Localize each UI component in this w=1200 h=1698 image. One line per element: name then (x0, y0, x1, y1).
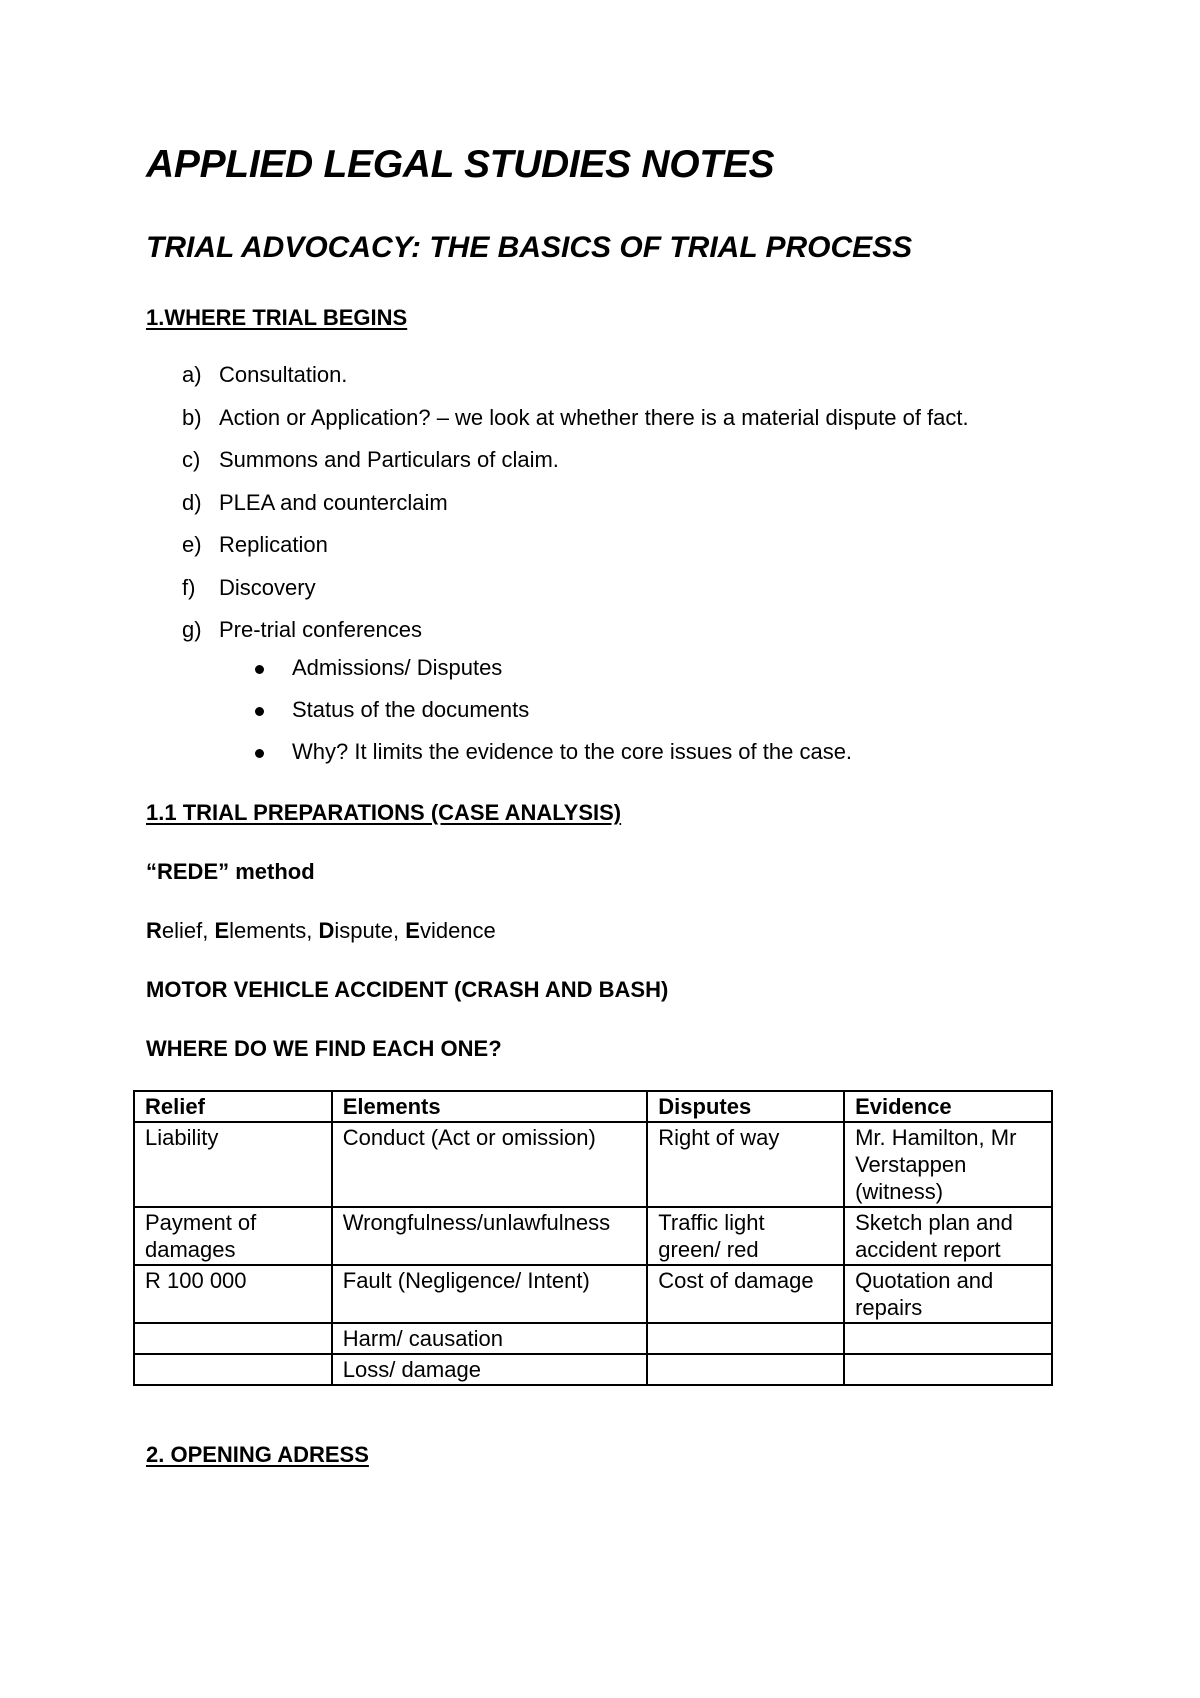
table-cell: Mr. Hamilton, Mr Verstappen (witness) (844, 1122, 1052, 1207)
table-cell (844, 1323, 1052, 1354)
example-question: WHERE DO WE FIND EACH ONE? (146, 1036, 502, 1061)
column-header-elements: Elements (332, 1091, 648, 1122)
rede-expansion (146, 918, 496, 944)
list-item-text: Consultation. (219, 362, 348, 387)
bullet-dot-icon (255, 707, 264, 716)
list-item-text: Action or Application? – we look at whether there is a material dispute of fact. (219, 404, 969, 430)
table-cell: Traffic light green/ red (647, 1207, 844, 1265)
example-title: MOTOR VEHICLE ACCIDENT (CRASH AND BASH) (146, 977, 669, 1002)
list-item-text: Discovery (219, 574, 316, 600)
table-cell (134, 1354, 332, 1385)
bullet-text: Status of the documents (292, 697, 530, 722)
column-header-evidence: Evidence (844, 1091, 1052, 1122)
table-cell (647, 1354, 844, 1385)
table-cell: Wrongfulness/unlawfulness (332, 1207, 648, 1265)
table-row (134, 1265, 1052, 1323)
rede-letter: R (146, 918, 162, 943)
rede-letter: E (405, 918, 420, 943)
table-cell: Fault (Negligence/ Intent) (332, 1265, 648, 1323)
rede-table (133, 1090, 1053, 1386)
rede-method-label: “REDE” method (146, 859, 315, 884)
table-cell: Sketch plan and accident report (844, 1207, 1052, 1265)
bullet-text: Why? It limits the evidence to the core issues of the case. (292, 739, 853, 764)
list-item-text: Pre-trial conferences (219, 617, 422, 642)
bullet-dot-icon (255, 665, 264, 674)
list-item-text: Replication (219, 532, 328, 557)
list-marker: c) (182, 447, 201, 472)
list-marker: e) (182, 532, 202, 557)
table-cell: R 100 000 (134, 1265, 332, 1323)
list-marker: f) (182, 574, 196, 600)
list-item-text: PLEA and counterclaim (219, 489, 448, 515)
table-cell: Liability (134, 1122, 332, 1207)
list-marker: b) (182, 404, 202, 430)
section-heading-opening-address: 2. OPENING ADRESS (146, 1442, 369, 1467)
column-header-disputes: Disputes (647, 1091, 844, 1122)
rede-word: ispute, (334, 918, 406, 943)
document-title: APPLIED LEGAL STUDIES NOTES (146, 143, 775, 186)
table-cell: Payment of damages (134, 1207, 332, 1265)
table-header-row (134, 1091, 1052, 1122)
column-header-relief: Relief (134, 1091, 332, 1122)
section-heading-trial-preparations: 1.1 TRIAL PREPARATIONS (CASE ANALYSIS) (146, 800, 622, 825)
table-row (134, 1122, 1052, 1207)
document-subtitle: TRIAL ADVOCACY: THE BASICS OF TRIAL PROCESS (146, 231, 913, 264)
list-marker: g) (182, 617, 202, 642)
table-cell (844, 1354, 1052, 1385)
rede-letter: E (214, 918, 230, 943)
table-cell: Right of way (647, 1122, 844, 1207)
rede-letter: D (318, 918, 335, 943)
table-row (134, 1354, 1052, 1385)
section-heading-where-trial-begins: 1.WHERE TRIAL BEGINS (146, 305, 408, 330)
table-cell: Conduct (Act or omission) (332, 1122, 648, 1207)
table-cell: Quotation and repairs (844, 1265, 1052, 1323)
table-cell (647, 1323, 844, 1354)
list-marker: a) (182, 362, 202, 387)
table-cell: Cost of damage (647, 1265, 844, 1323)
table-row (134, 1323, 1052, 1354)
table-cell: Loss/ damage (332, 1354, 648, 1385)
rede-word: vidence (419, 918, 496, 943)
list-item-text: Summons and Particulars of claim. (219, 447, 559, 472)
rede-word: elief, (161, 918, 215, 943)
bullet-text: Admissions/ Disputes (292, 655, 503, 680)
table-cell: Harm/ causation (332, 1323, 648, 1354)
rede-word: lements, (229, 918, 319, 943)
table-cell (134, 1323, 332, 1354)
table-row (134, 1207, 1052, 1265)
bullet-dot-icon (255, 749, 264, 758)
list-marker: d) (182, 489, 202, 515)
